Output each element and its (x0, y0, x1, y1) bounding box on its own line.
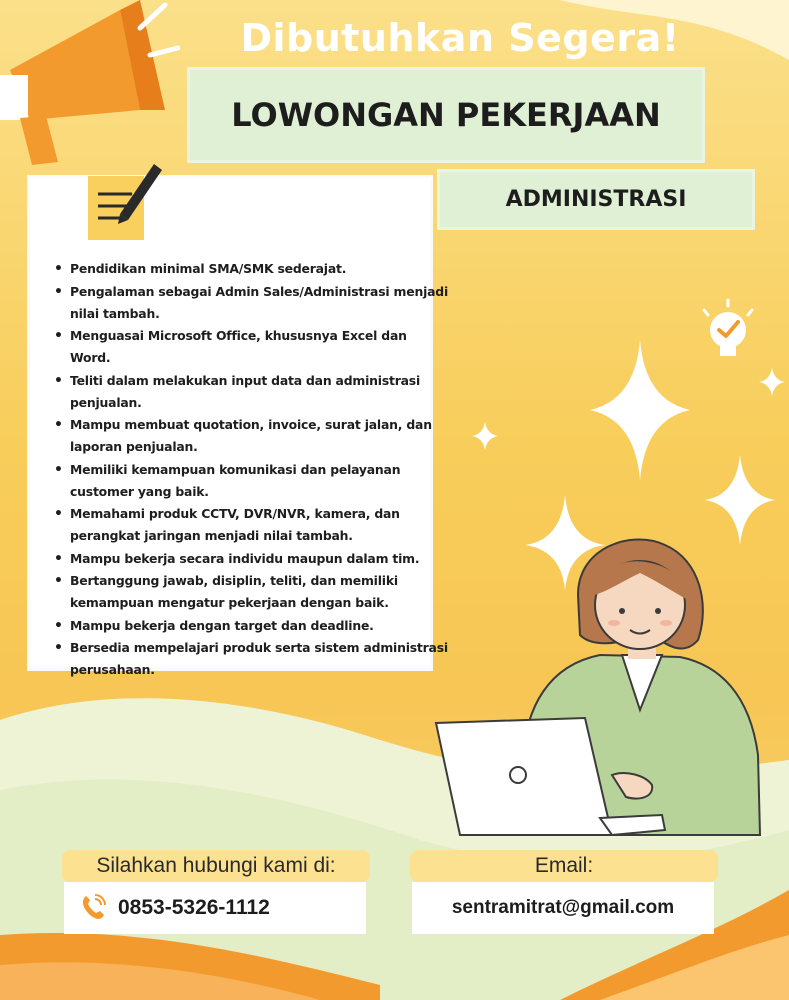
phone-label: Silahkan hubungi kami di: (96, 854, 336, 877)
list-item: • Pengalaman sebagai Admin Sales/Administrasi menjadi nilai tambah. (70, 281, 448, 325)
list-item: • Pendidikan minimal SMA/SMK sederajat. (70, 258, 448, 280)
list-item: • Mampu bekerja dengan target dan deadline. (70, 615, 448, 637)
headline: Dibutuhkan Segera! (240, 16, 680, 60)
list-item: • Mampu bekerja secara individu maupun dalam tim. (70, 548, 448, 570)
list-item: • Menguasai Microsoft Office, khususnya Excel dan Word. (70, 325, 448, 369)
email-label: Email: (534, 854, 594, 877)
phone-icon[interactable] (80, 893, 106, 921)
megaphone-icon (0, 0, 180, 170)
list-item: • Memahami produk CCTV, DVR/NVR, kamera, dan perangkat jaringan menjadi nilai tambah. (70, 503, 448, 547)
list-item: • Memiliki kemampuan komunikasi dan pelayanan customer yang baik. (70, 459, 448, 503)
list-item: • Bertanggung jawab, disiplin, teliti, dan memiliki kemampuan mengatur pekerjaan dengan baik. (70, 570, 448, 614)
job-position: ADMINISTRASI (505, 187, 687, 212)
requirements-list (52, 258, 448, 682)
page-title: LOWONGAN PEKERJAAN (231, 96, 661, 134)
list-item: • Teliti dalam melakukan input data dan administrasi penjualan. (70, 370, 448, 414)
email-address[interactable]: sentramitrat@gmail.com (451, 897, 675, 918)
notepad-pencil-icon (84, 160, 164, 244)
phone-number[interactable]: 0853-5326-1112 (118, 896, 270, 919)
woman-laptop-illustration (430, 535, 770, 840)
list-item: • Mampu membuat quotation, invoice, surat jalan, dan laporan penjualan. (70, 414, 448, 458)
list-item: • Bersedia mempelajari produk serta sistem administrasi perusahaan. (70, 637, 448, 681)
